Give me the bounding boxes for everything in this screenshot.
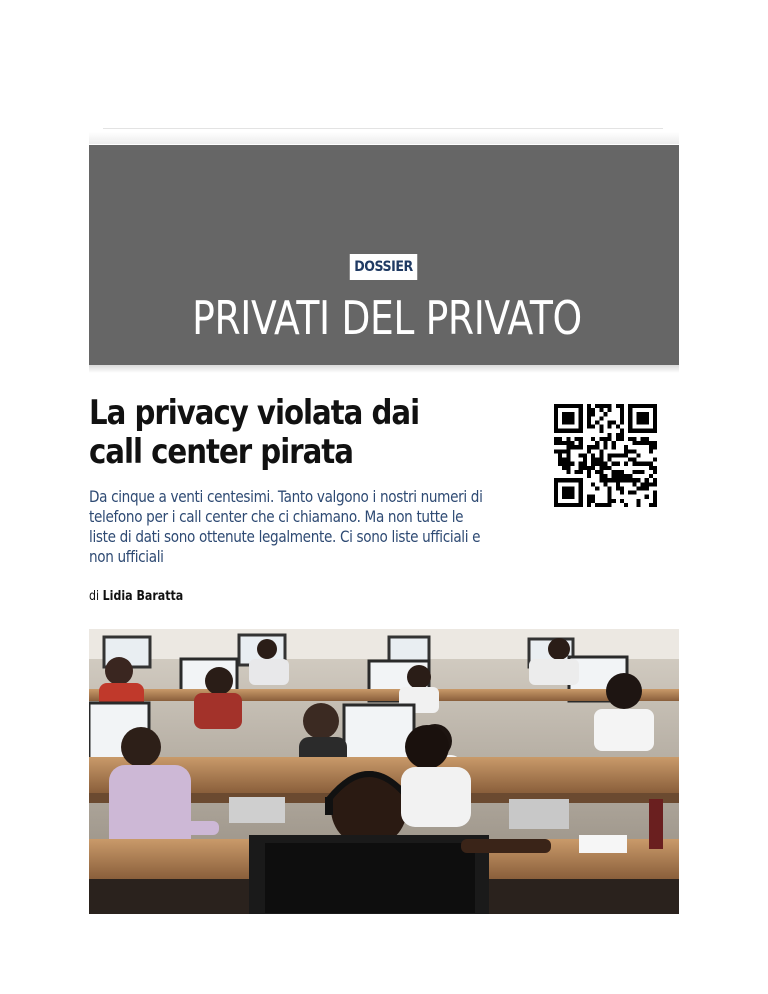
top-divider: [103, 128, 663, 129]
top-shadow: [89, 132, 679, 144]
byline-prefix: di: [89, 589, 100, 604]
byline: [89, 589, 183, 604]
banner-shadow: [89, 365, 679, 373]
dossier-title[interactable]: PRIVATI DEL PRIVATO: [192, 291, 582, 345]
qr-code-icon: [551, 404, 660, 507]
article-summary: Da cinque a venti centesimi. Tanto valgono i nostri numeri di telefono per i call center che ci chiamano. Ma non tutte le liste di dati sono ottenute legalmente. Ci sono liste ufficiali e non ufficiali: [89, 487, 483, 566]
dossier-tag[interactable]: DOSSIER: [350, 254, 418, 280]
author-link[interactable]: Lidia Baratta: [102, 589, 184, 604]
photo-illustration: [89, 629, 679, 914]
article-headline[interactable]: La privacy violata dai call center pirata: [89, 393, 420, 472]
call-center-photo: [89, 629, 679, 914]
